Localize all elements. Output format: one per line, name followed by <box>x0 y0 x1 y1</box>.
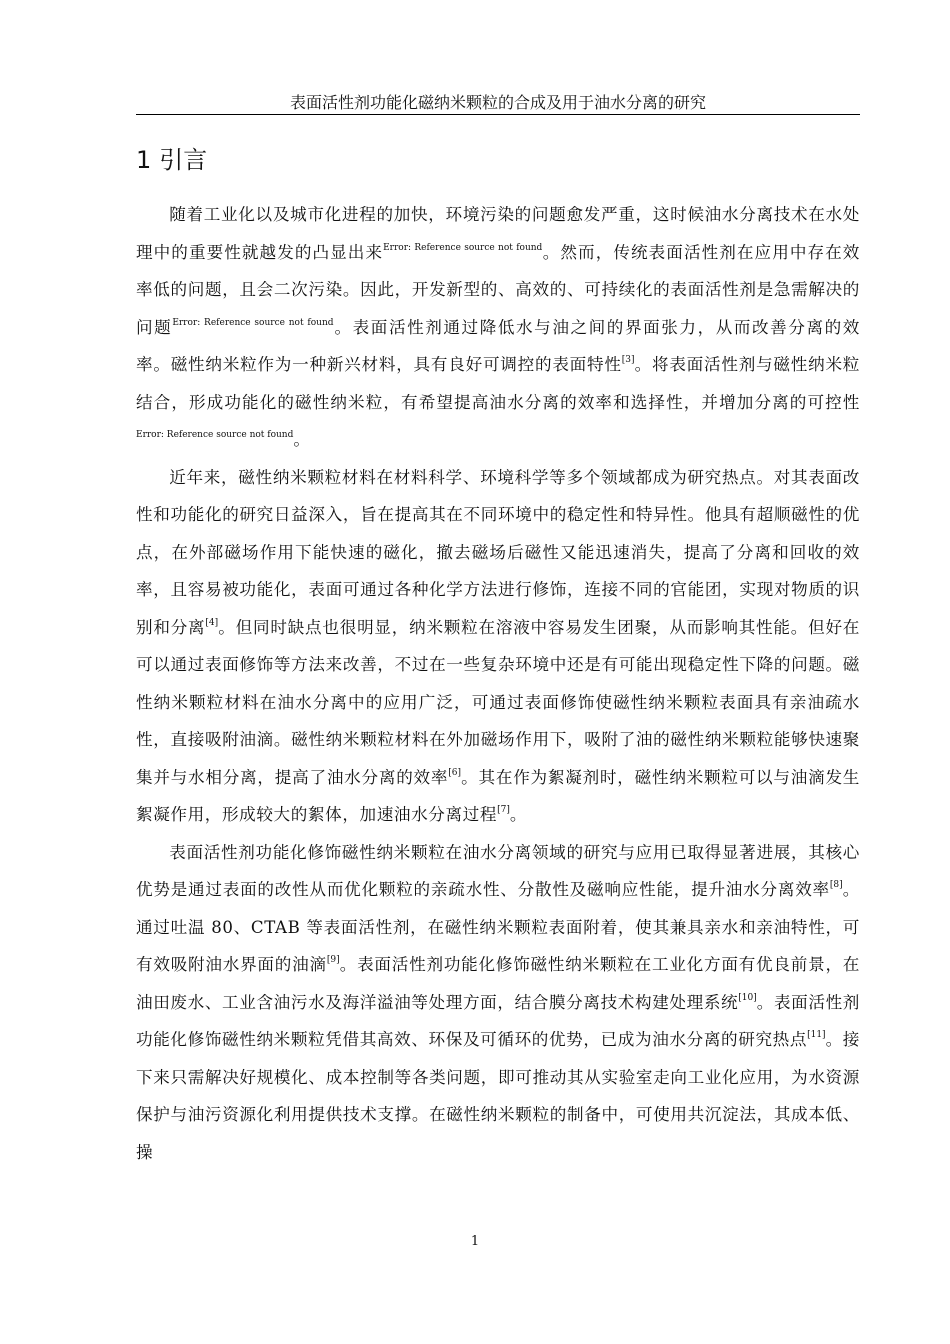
text-run: 。接下来只需解决好规模化、成本控制等各类问题，即可推动其从实验室走向工业化应用，为水资源保护与油污资源化利用提供技术支撑。在磁性纳米颗粒的制备中，可使用共沉淀法，其成本低、操 <box>136 1030 860 1162</box>
section-title: 引言 <box>159 146 208 174</box>
citation-marker: [7] <box>497 805 510 815</box>
section-number: 1 <box>136 146 152 174</box>
text-run: 随着工业化以及城市化进程的加快，环境污染的问题愈发严重，这时候油水分离技术在水处理中的重要性就越发的凸显出来 <box>136 205 860 262</box>
paragraph <box>136 196 860 459</box>
header-rule <box>136 114 860 115</box>
citation-marker: [11] <box>807 1030 826 1040</box>
text-run: 表面活性剂功能化修饰磁性纳米颗粒在油水分离领域的研究与应用已取得显著进展，其核心优势是通过表面的改性从而优化颗粒的亲疏水性、分散性及磁响应性能，提升油水分离效率 <box>136 842 860 899</box>
text-run: 。但同时缺点也很明显，纳米颗粒在溶液中容易发生团聚，从而影响其性能。但好在可以通过表面修饰等方法来改善，不过在一些复杂环境中还是有可能出现稳定性下降的问题。磁性纳米颗粒材料在油水分离中的应用广泛，可通过表面修饰使磁性纳米颗粒表面具有亲油疏水性，直接吸附油滴。磁性纳米颗粒材料在外加磁场作用下，吸附了油的磁性纳米颗粒能够快速聚集并与水相分离，提高了油水分离的效率 <box>136 617 860 787</box>
citation-marker: [4] <box>205 617 219 628</box>
citation-marker: Error: Reference source not found <box>172 317 334 328</box>
citation-marker: [3] <box>621 355 635 365</box>
citation-marker: [8] <box>829 880 843 890</box>
citation-marker: [10] <box>738 992 757 1003</box>
text-run: 。将表面活性剂与磁性纳米粒结合，形成功能化的磁性纳米粒，有希望提高油水分离的效率和选择性，并增加分离的可控性 <box>136 355 860 412</box>
text-run: 。其在作为絮凝剂时，磁性纳米颗粒可以与油滴发生絮凝作用，形成较大的絮体，加速油水分离过程 <box>136 767 860 824</box>
text-run: 。表面活性剂功能化修饰磁性纳米颗粒在工业化方面有优良前景，在油田废水、工业含油污水及海洋溢油等处理方面，结合膜分离技术构建处理系统 <box>136 955 860 1012</box>
section-heading <box>136 142 207 178</box>
body-text <box>136 196 860 1171</box>
citation-marker: [9] <box>326 955 340 965</box>
text-run: 。 <box>509 805 528 824</box>
page-number: 1 <box>470 1234 480 1249</box>
citation-marker: [6] <box>448 767 461 778</box>
citation-marker: Error: Reference source not found <box>383 242 543 253</box>
text-run: 近年来，磁性纳米颗粒材料在材料科学、环境科学等多个领域都成为研究热点。对其表面改性和功能化的研究日益深入，旨在提高其在不同环境中的稳定性和特异性。他具有超顺磁性的优点，在外部磁场作用下能快速的磁化，撤去磁场后磁性又能迅速消失，提高了分离和回收的效率，且容易被功能化，表面可通过各种化学方法进行修饰，连接不同的官能团，实现对物质的识别和分离 <box>136 467 860 637</box>
running-header: 表面活性剂功能化磁纳米颗粒的合成及用于油水分离的研究 <box>289 93 706 112</box>
paragraph <box>136 834 860 1172</box>
text-run: 。 <box>293 430 311 449</box>
text-run: 。表面活性剂功能化修饰磁性纳米颗粒凭借其高效、环保及可循环的优势，已成为油水分离的研究热点 <box>136 992 860 1049</box>
citation-marker: Error: Reference source not found <box>136 430 294 440</box>
text-run: 。通过吐温 80、CTAB 等表面活性剂，在磁性纳米颗粒表面附着，使其兼具亲水和亲油特性，可有效吸附油水界面的油滴 <box>136 880 860 974</box>
text-run: 。然而，传统表面活性剂在应用中存在效率低的问题，且会二次污染。因此，开发新型的、高效的、可持续化的表面活性剂是急需解决的问题 <box>136 242 860 337</box>
text-run: 。表面活性剂通过降低水与油之间的界面张力，从而改善分离的效率。磁性纳米粒作为一种新兴材料，具有良好可调控的表面特性 <box>136 317 860 374</box>
paragraph <box>136 459 860 834</box>
